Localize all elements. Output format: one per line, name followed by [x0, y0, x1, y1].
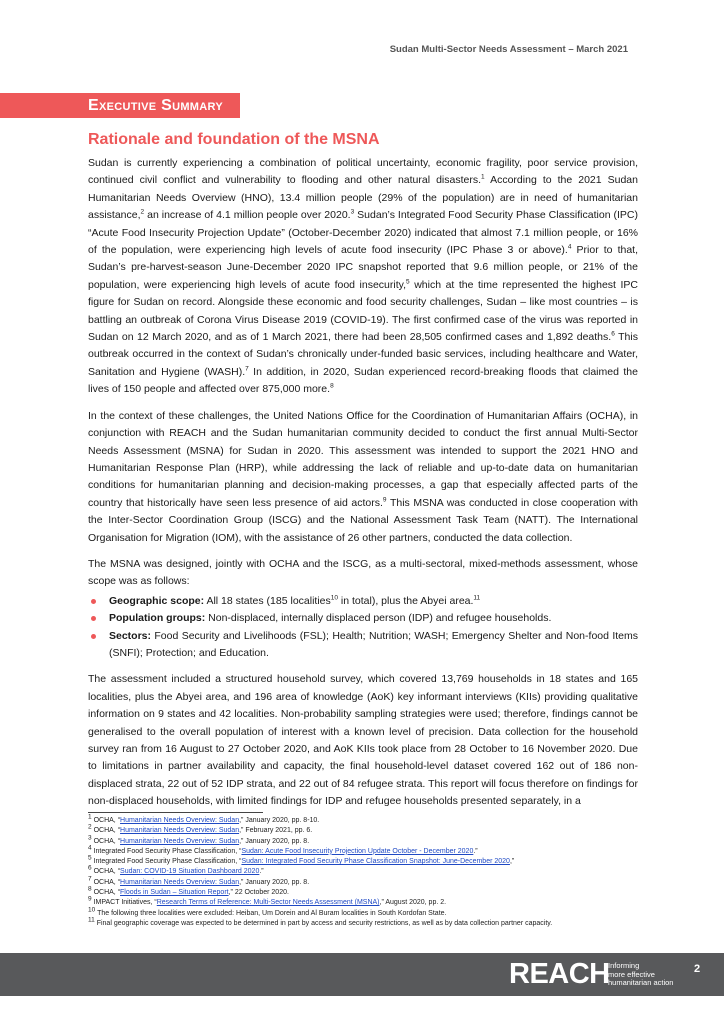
running-header: Sudan Multi-Sector Needs Assessment – March 2021 [389, 44, 628, 55]
list-item: Sectors: Food Security and Livelihoods (FSL); Health; Nutrition; WASH; Emergency Shelter and Non-food Items (SNFI); Protection; and Education. [88, 628, 638, 663]
footnote: $^6$ OCHA, “Sudan: COVID-19 Situation Dashboard 2020.” [88, 865, 264, 876]
footnote: $^{11}$ Final geographic coverage was expected to be determined in part by access and security restrictions, as well as by data collection partner capacity. [88, 916, 553, 927]
list-item: Population groups: Non-displaced, internally displaced person (IDP) and refugee households. [88, 610, 638, 627]
footnote-link[interactable]: Floods in Sudan – Situation Report [120, 889, 229, 897]
scope-list [88, 593, 638, 663]
footnote: $^9$ IMPACT Initiatives, “Research Terms of Reference: Multi-Sector Needs Assessment (MSNA),” August 2020, pp. 2. [88, 896, 447, 907]
footnote-link[interactable]: Sudan: COVID-19 Situation Dashboard 2020 [120, 868, 260, 876]
paragraph-1: Sudan is currently experiencing a combination of political uncertainty, economic fragility, poor service provision, continued civil conflict and vulnerability to flooding and other natural disasters.$^1$ According to the 2021 Sudan Humanitarian Needs Overview (HNO), 13.4 million people (29% of the population) are in need of humanitarian assistance,$^2$ an increase of 4.1 million people over 2020.$^3$ Sudan’s Integrated Food Security Phase Classification (IPC) “Acute Food Insecurity Projection Update” (October-December 2020) indicated that almost 7.1 million people, or 16% of the population, were experiencing high levels of acute food insecurity (IPC Phase 3 or above).$^4$ Prior to that, Sudan’s pre-harvest-season June-December 2020 IPC snapshot reported that 9.6 million people, or 21% of the population, were experiencing high levels of acute food insecurity,$^5$ which at the time represented the highest IPC figure for Sudan on record. Alongside these economic and food security challenges, Sudan – like most countries – is battling an outbreak of Corona Virus Disease 2019 (COVID-19). The first confirmed case of the virus was reported in Sudan on 12 March 2020, and as of 1 March 2021, there had been 28,505 confirmed cases and 1,892 deaths.$^6$ This outbreak occurred in the context of Sudan’s chronically under-funded basic services, including healthcare and Water, Sanitation and Hygiene (WASH).$^7$ In addition, in 2020, Sudan experienced record-breaking floods that claimed the lives of 150 people and affected over 875,000 more.$^8$ [88, 157, 639, 396]
footnote-link[interactable]: Humanitarian Needs Overview: Sudan [120, 878, 240, 886]
footnote-link[interactable]: Research Terms of Reference: Multi-Sector Needs Assessment (MSNA) [156, 899, 380, 907]
executive-summary-label: Executive Summary [88, 97, 223, 114]
footnote: $^7$ OCHA, “Humanitarian Needs Overview: Sudan,” January 2020, pp. 8. [88, 875, 310, 886]
list-item: Geographic scope: All 18 states (185 localities$^{10}$ in total), plus the Abyei area.$^{11}$ [88, 593, 638, 610]
footnote-link[interactable]: Humanitarian Needs Overview: Sudan [120, 827, 240, 835]
footnote-divider [88, 812, 263, 813]
footnote-link[interactable]: Humanitarian Needs Overview: Sudan [120, 837, 240, 845]
footnote-link[interactable]: Sudan: Integrated Food Security Phase Classification Snapshot: June-December 2020 [241, 858, 510, 866]
executive-summary-banner [0, 93, 240, 118]
reach-tagline: Informing more effective humanitarian action [608, 961, 674, 987]
page-footer [0, 953, 724, 996]
paragraph-3: The MSNA was designed, jointly with OCHA and the ISCG, as a multi-sectoral, mixed-methods assessment, whose scope was as follows: [88, 557, 638, 588]
footnotes [88, 813, 648, 929]
footnote: $^1$ OCHA, “Humanitarian Needs Overview: Sudan,” January 2020, pp. 8-10. [88, 813, 320, 824]
footnote-link[interactable]: Sudan: Acute Food Insecurity Projection Update October - December 2020 [241, 847, 474, 855]
paragraph-2: In the context of these challenges, the United Nations Office for the Coordination of Humanitarian Affairs (OCHA), in conjunction with REACH and the Sudan humanitarian community decided to conduct the first annual Multi-Sector Needs Assessment (MSNA) for Sudan in 2020. This assessment was intended to support the 2021 HNO and Humanitarian Response Plan (HRP), while addressing the lack of reliable and up-to-date data on humanitarian conditions for humanitarian planning and decision-making processes, a gap that especially affected parts of the country that historically have seen less presence of aid actors.$^9$ This MSNA was conducted in close cooperation with the Inter-Sector Coordination Group (ISCG) and the National Assessment Task Team (NATT). The International Organisation for Migration (IOM), with the assistance of 26 other partners, conducted the data collection. [88, 409, 638, 544]
reach-logo: REACH [509, 958, 610, 990]
footnote: $^8$ OCHA, “Floods in Sudan – Situation Report,” 22 October 2020. [88, 885, 289, 897]
page-number: 2 [694, 963, 701, 975]
section-heading: Rationale and foundation of the MSNA [88, 131, 380, 148]
paragraph-4: The assessment included a structured household survey, which covered 13,769 households in 18 states and 165 localities, plus the Abyei area, and 196 area of knowledge (AoK) key informant interviews (KIIs) providing qualitative information on 9 states and 42 localities. Non-probability sampling strategies were used; therefore, findings cannot be generalised to the overall population of interest with a known level of precision. Data collection for the household survey ran from 16 August to 27 October 2020, and AoK KIIs took place from 28 October to 16 November 2020. Due to limitations in partner availability and capacity, the final household-level dataset covered 162 out of 186 non-displaced strata, 22 out of 52 IDP strata, and 22 out of 84 refugee strata. This report will focus therefore on findings for non-displaced households, with limited findings for IDP and refugee households presented separately, in a [88, 673, 638, 808]
footnote: $^5$ Integrated Food Security Phase Classification, “Sudan: Integrated Food Security Phase Classification Snapshot: June-December 2020,” [88, 854, 515, 866]
footnote-link[interactable]: Humanitarian Needs Overview: Sudan [120, 817, 240, 824]
footnote: $^3$ OCHA, “Humanitarian Needs Overview: Sudan,” January 2020, pp. 8. [88, 834, 310, 845]
footnote: $^2$ OCHA, “Humanitarian Needs Overview: Sudan,” February 2021, pp. 6. [88, 823, 313, 835]
body-text [88, 155, 638, 820]
footnote: $^{10}$ The following three localities were excluded: Heiban, Um Dorein and Al Buram localities in South Kordofan State. [88, 906, 447, 917]
footnote: $^4$ Integrated Food Security Phase Classification, “Sudan: Acute Food Insecurity Projection Update October - December 2020.” [88, 844, 478, 855]
